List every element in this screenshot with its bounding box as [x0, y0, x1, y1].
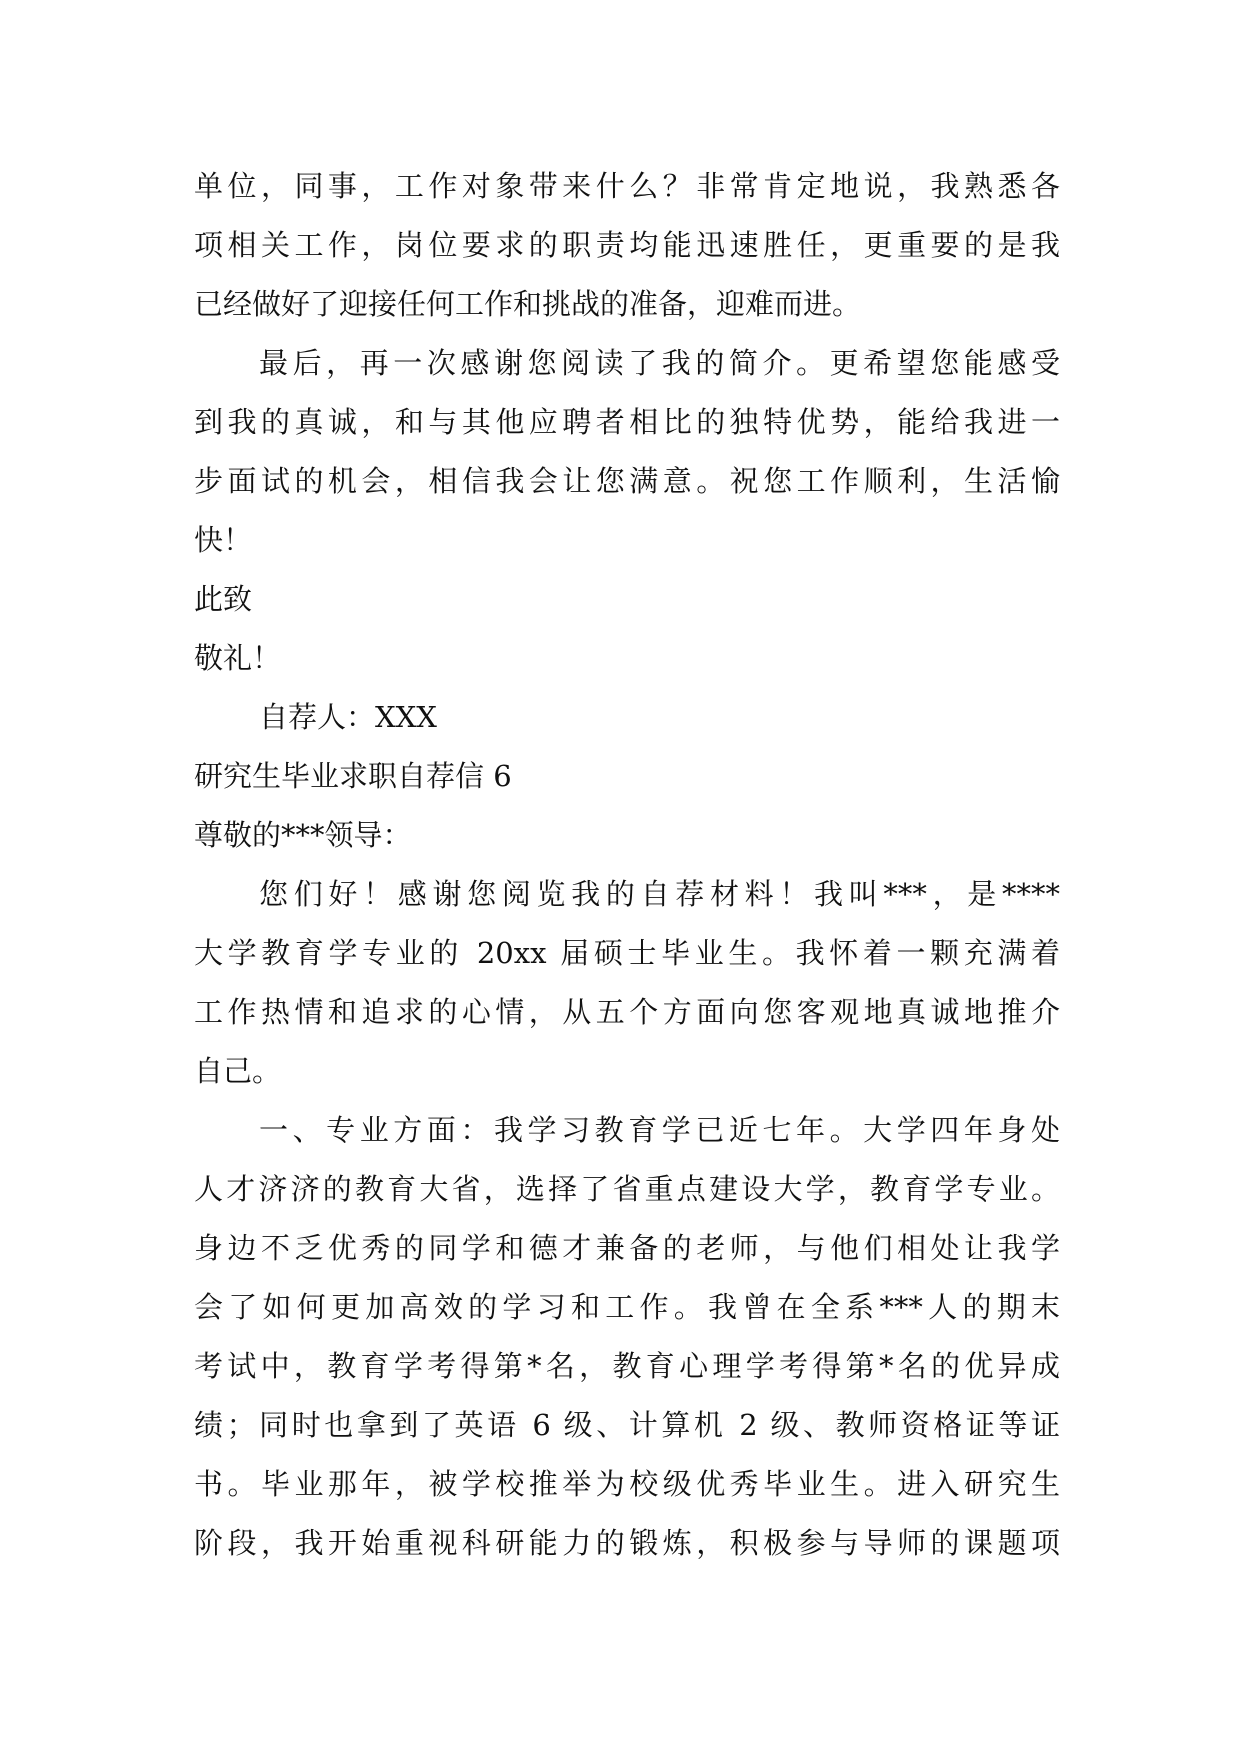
text-line: 绩；同时也拿到了英语 6 级、计算机 2 级、教师资格证等证 — [194, 1408, 1060, 1442]
text-line: 单位，同事，工作对象带来什么？非常肯定地说，我熟悉各 — [194, 169, 1060, 203]
text-line: 大学教育学专业的 20xx 届硕士毕业生。我怀着一颗充满着 — [194, 936, 1060, 970]
text-line: 敬礼！ — [194, 641, 282, 675]
text-line: 阶段，我开始重视科研能力的锻炼，积极参与导师的课题项 — [194, 1526, 1060, 1560]
text-line: 会了如何更加高效的学习和工作。我曾在全系***人的期末 — [194, 1290, 1060, 1324]
text-line: 尊敬的***领导： — [194, 818, 412, 852]
text-line: 此致 — [194, 582, 253, 616]
text-line: 研究生毕业求职自荐信 6 — [194, 759, 512, 793]
text-line: 快！ — [194, 523, 253, 557]
text-line: 一、专业方面：我学习教育学已近七年。大学四年身处 — [259, 1113, 1060, 1147]
text-line: 考试中，教育学考得第*名，教育心理学考得第*名的优异成 — [194, 1349, 1060, 1383]
text-line: 书。毕业那年，被学校推举为校级优秀毕业生。进入研究生 — [194, 1467, 1060, 1501]
document-body — [194, 157, 1060, 1573]
text-line: 工作热情和追求的心情，从五个方面向您客观地真诚地推介 — [194, 995, 1060, 1029]
text-line: 已经做好了迎接任何工作和挑战的准备，迎难而进。 — [194, 287, 862, 321]
text-line: 身边不乏优秀的同学和德才兼备的老师，与他们相处让我学 — [194, 1231, 1060, 1265]
text-line: 到我的真诚，和与其他应聘者相比的独特优势，能给我进一 — [194, 405, 1060, 439]
text-line: 自己。 — [194, 1054, 282, 1088]
text-line: 自荐人：XXX — [259, 700, 437, 734]
text-line: 项相关工作，岗位要求的职责均能迅速胜任，更重要的是我 — [194, 228, 1060, 262]
text-line: 人才济济的教育大省，选择了省重点建设大学，教育学专业。 — [194, 1172, 1060, 1206]
text-line: 步面试的机会，相信我会让您满意。祝您工作顺利，生活愉 — [194, 464, 1060, 498]
text-line: 您们好！感谢您阅览我的自荐材料！我叫***，是**** — [259, 877, 1060, 911]
text-line: 最后，再一次感谢您阅读了我的简介。更希望您能感受 — [259, 346, 1060, 380]
